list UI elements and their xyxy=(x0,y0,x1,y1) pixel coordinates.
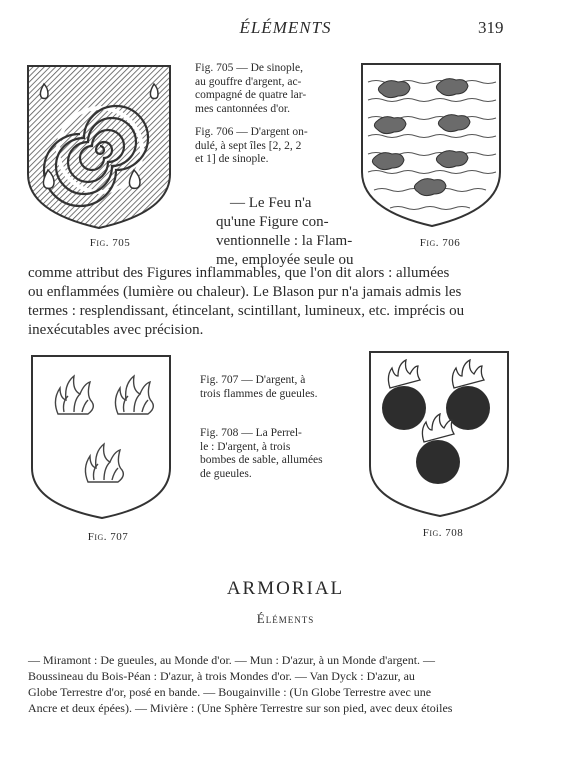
body-line: termes : resplendissant, étincelant, scintillant, lumineux, etc. imprécis ou xyxy=(28,303,465,319)
caption-line: trois flammes de gueules. xyxy=(200,387,318,400)
shield-708-icon xyxy=(368,350,512,520)
caption-line: au gouffre d'argent, ac- xyxy=(195,75,302,88)
caption-line: Fig. 708 — La Perrel- xyxy=(200,427,302,439)
caption-line: Fig. 705 — De sinople, xyxy=(195,62,303,74)
shield-705 xyxy=(26,62,174,232)
body-text-full xyxy=(28,264,548,340)
armorial-line: Boussineau du Bois-Péan : D'azur, à trois Mondes d'or. — Van Dyck : D'azur, au xyxy=(28,669,415,683)
caption-line: bombes de sable, allumées xyxy=(200,454,323,466)
figure-label-706: Fig. 706 xyxy=(419,237,461,249)
body-text-narrow xyxy=(216,194,360,270)
figure-label-705: Fig. 705 xyxy=(89,237,131,249)
shield-705-icon xyxy=(26,62,174,232)
body-line: ou enflammées (lumière ou chaleur). Le Blason pur n'a jamais admis les xyxy=(28,284,462,300)
caption-line: le : D'argent, à trois xyxy=(200,440,291,453)
caption-707 xyxy=(200,374,350,401)
caption-708 xyxy=(200,427,350,481)
armorial-line: — Miramont : De gueules, au Monde d'or. — Mun : D'azur, à un Monde d'argent. — xyxy=(28,653,436,667)
body-line: ventionnelle : la Flam- xyxy=(216,233,353,249)
armorial-title: ARMORIAL xyxy=(226,578,345,599)
running-title: ÉLÉMENTS xyxy=(239,18,332,37)
armorial-subtitle: Éléments xyxy=(256,611,315,626)
figure-label-708: Fig. 708 xyxy=(422,527,464,539)
caption-705 xyxy=(195,62,343,116)
shield-706 xyxy=(360,60,504,230)
page-number: 319 xyxy=(478,18,504,37)
caption-706 xyxy=(195,126,343,167)
caption-line: Fig. 707 — D'argent, à xyxy=(200,374,306,386)
armorial-line: Globe Terrestre d'or, posé en bande. — Bougainville : (Un Globe Terrestre avec une xyxy=(28,685,432,699)
body-line: — Le Feu n'a xyxy=(230,195,312,211)
shield-707-icon xyxy=(30,354,174,522)
figure-label-707: Fig. 707 xyxy=(87,531,129,543)
caption-line: de gueules. xyxy=(200,467,252,480)
caption-line: compagné de quatre lar- xyxy=(195,89,307,101)
armorial-text xyxy=(28,652,548,716)
armorial-line: Ancre et deux épées). — Mivière : (Une Sphère Terrestre sur son pied, avec deux étoiles xyxy=(28,701,453,715)
body-line: qu'une Figure con- xyxy=(216,214,329,230)
body-line: inexécutables avec précision. xyxy=(28,322,204,338)
caption-line: Fig. 706 — D'argent on- xyxy=(195,126,308,138)
shield-708 xyxy=(368,350,512,520)
shield-707 xyxy=(30,354,174,522)
shield-706-icon xyxy=(360,60,504,230)
caption-line: dulé, à sept îles [2, 2, 2 xyxy=(195,139,302,152)
caption-line: mes cantonnées d'or. xyxy=(195,102,291,115)
body-line: me, employée seule ou xyxy=(216,252,354,268)
body-line: comme attribut des Figures inflammables, que l'on dit alors : allumées xyxy=(28,265,450,281)
caption-line: et 1] de sinople. xyxy=(195,153,269,165)
